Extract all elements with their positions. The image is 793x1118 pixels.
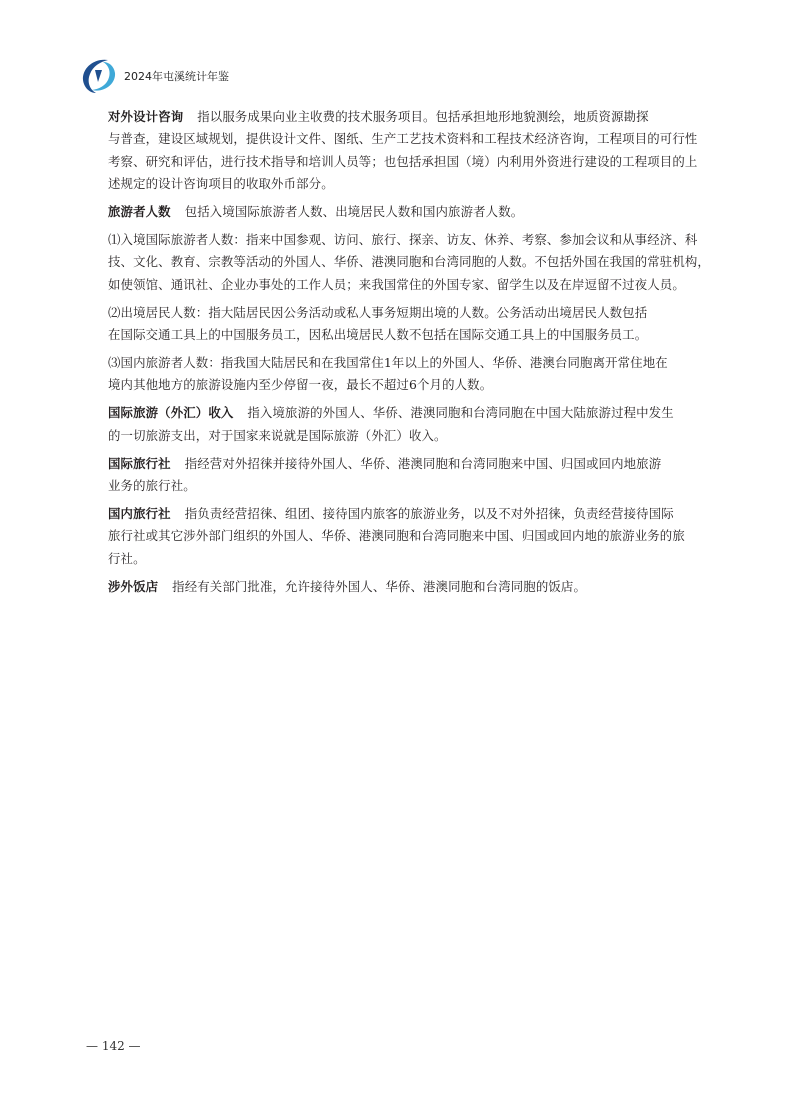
definition-international-tourism-revenue — [108, 402, 720, 447]
definition-international-travel-agency — [108, 453, 720, 498]
definition-text: 指负责经营招徕、组团、接待国内旅客的旅游业务，以及不对外招徕，负责经营接待国际 旅行社或其它涉外部门组织的外国人、华侨、港澳同胞和台湾同胞来中国、归国或回内地的旅游业务的旅 行社。 — [108, 506, 685, 566]
running-header-title: 2024年屯溪统计年鉴 — [124, 70, 229, 83]
definition-text: 指经营对外招徕并接待外国人、华侨、港澳同胞和台湾同胞来中国、归国或回内地旅游 业务的旅行社。 — [108, 455, 662, 494]
definition-text: ⑵出境居民人数：指大陆居民因公务活动或私人事务短期出境的人数。公务活动出境居民人数包括 在国际交通工具上的中国服务员工，因私出境居民人数不包括在国际交通工具上的中国服务员工。 — [108, 304, 648, 343]
term-label: 涉外饭店 — [108, 578, 159, 594]
term-label: 国内旅行社 — [108, 506, 171, 521]
definition-text: 指经有关部门批准，允许接待外国人、华侨、港澳同胞和台湾同胞的饭店。 — [172, 578, 587, 594]
sub-item-outbound-residents — [108, 302, 720, 347]
term-label: 对外设计咨询 — [108, 109, 184, 124]
definition-text: 指入境旅游的外国人、华侨、港澳同胞和台湾同胞在中国大陆旅游过程中发生 的一切旅游支出，对于国家来说就是国际旅游（外汇）收入。 — [108, 405, 674, 443]
definition-tourist-count — [108, 201, 720, 223]
page-header — [78, 56, 229, 96]
definition-text: 包括入境国际旅游者人数、出境居民人数和国内旅游者人数。 — [184, 204, 524, 220]
page-number: — 142 — — [86, 1039, 141, 1053]
definition-text: ⑶国内旅游者人数：指我国大陆居民和在我国常住1年以上的外国人、华侨、港澳台同胞离开常住地在 境内其他地方的旅游设施内至少停留一夜，最长不超过6个月的人数。 — [108, 355, 668, 393]
term-label: 国际旅游（外汇）收入 — [108, 405, 234, 421]
sub-item-domestic-tourists — [108, 352, 720, 397]
definition-domestic-travel-agency — [108, 503, 720, 570]
definition-text: 指以服务成果向业主收费的技术服务项目。包括承担地形地貌测绘，地质资源勘探 与普查，建设区域规划，提供设计文件、图纸、生产工艺技术资料和工程技术经济咨询，工程项目的可行性 考察、研究和评估，进行技术指导和培训人员等；也包括承担国（境）内利用外资进行建设的工程项目的上 述规定的设计咨询项目的收取外币部分。 — [108, 109, 698, 192]
definition-foreign-hotel — [108, 576, 720, 598]
yearbook-logo-icon — [78, 56, 120, 96]
definition-foreign-design-consulting — [108, 106, 720, 196]
term-label: 旅游者人数 — [108, 204, 171, 220]
definition-text: ⑴入境国际旅游者人数：指来中国参观、访问、旅行、探亲、访友、休养、考察、参加会议和从事经济、科 技、文化、教育、宗教等活动的外国人、华侨、港澳同胞和台湾同胞的人数。不包括外国在我国的常驻机构， 如使领馆、通讯社、企业办事处的工作人员；来我国常住的外国专家、留学生以及在岸逗留不过夜人员。 — [108, 232, 710, 292]
sub-item-inbound-tourists — [108, 229, 720, 296]
term-label: 国际旅行社 — [108, 455, 171, 471]
document-body — [108, 106, 720, 604]
